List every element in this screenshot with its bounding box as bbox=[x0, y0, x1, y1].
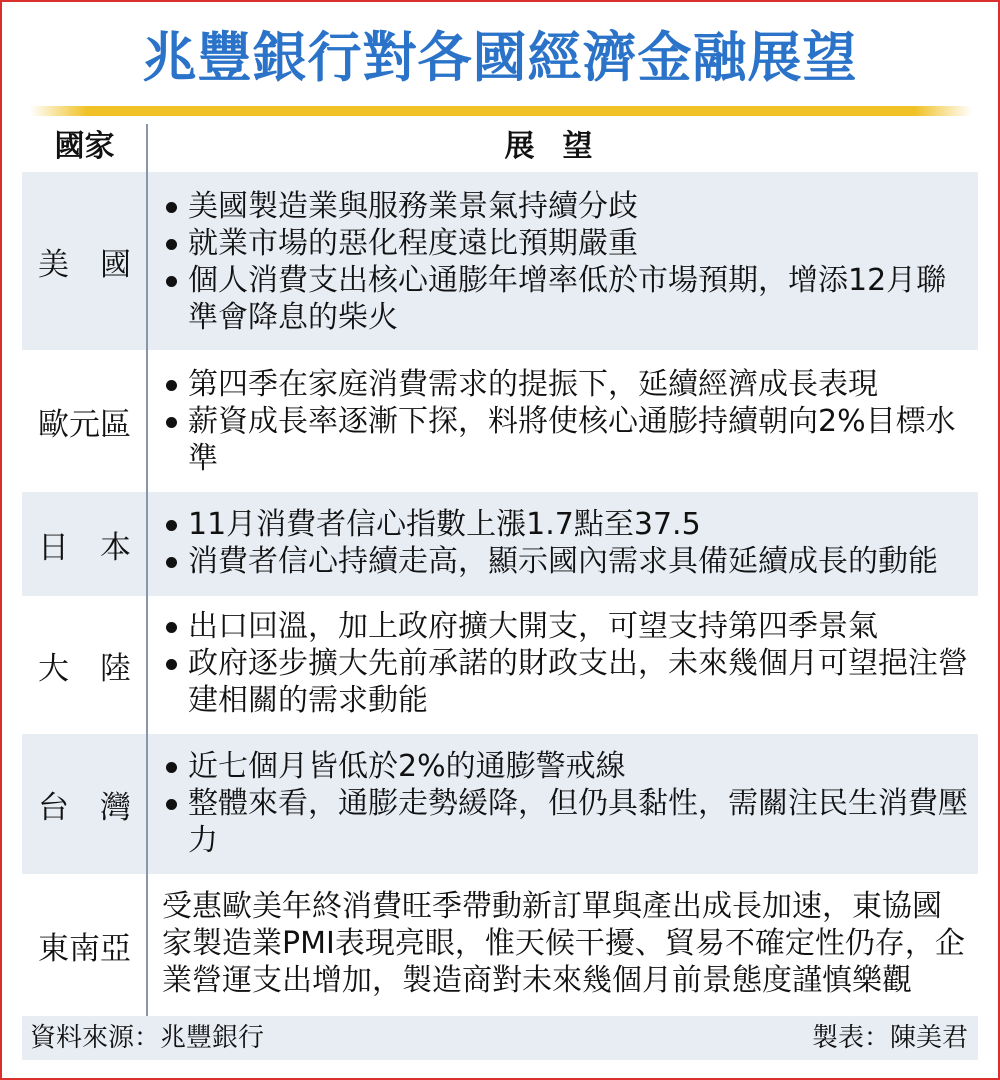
table-row-usa bbox=[22, 172, 978, 350]
bullet-icon bbox=[166, 380, 177, 391]
list-item: 第四季在家庭消費需求的提振下，延續經濟成長表現 bbox=[162, 366, 968, 403]
bullet-icon bbox=[166, 557, 177, 568]
bullet-icon bbox=[166, 202, 177, 213]
country-label: 歐元區 bbox=[38, 406, 131, 443]
bullet-icon bbox=[166, 239, 177, 250]
country-label: 大 陸 bbox=[38, 650, 131, 687]
column-divider bbox=[146, 124, 148, 1016]
country-label: 東南亞 bbox=[38, 930, 131, 967]
list-item: 個人消費支出核心通膨年增率低於市場預期，增添12月聯準會降息的柴火 bbox=[162, 262, 968, 336]
header-outlook: 展望 bbox=[504, 129, 621, 164]
bullet-icon bbox=[166, 799, 177, 810]
header-country: 國家 bbox=[54, 129, 115, 164]
table-row-southeast-asia bbox=[22, 874, 978, 1016]
country-label: 日 本 bbox=[38, 529, 131, 566]
outlook-cell bbox=[162, 748, 968, 859]
outlook-cell bbox=[162, 506, 968, 580]
title-divider bbox=[30, 106, 972, 116]
maker-credit: 製表：陳美君 bbox=[811, 1023, 968, 1053]
table-row-japan bbox=[22, 492, 978, 596]
footer bbox=[22, 1016, 978, 1060]
country-label: 美 國 bbox=[38, 246, 131, 283]
list-item: 就業市場的惡化程度遠比預期嚴重 bbox=[162, 225, 968, 262]
outlook-cell bbox=[162, 888, 968, 999]
table-row-china bbox=[22, 596, 978, 734]
outlook-cell bbox=[162, 366, 968, 477]
list-item: 整體來看，通膨走勢緩降，但仍具黏性，需關注民生消費壓力 bbox=[162, 785, 968, 859]
list-item: 近七個月皆低於2%的通膨警戒線 bbox=[162, 748, 968, 785]
bullet-icon bbox=[166, 417, 177, 428]
outlook-cell bbox=[162, 608, 968, 719]
table-row-eurozone bbox=[22, 350, 978, 492]
table-header bbox=[22, 122, 978, 172]
outlook-paragraph: 受惠歐美年終消費旺季帶動新訂單與產出成長加速，東協國家製造業PMI表現亮眼，惟天候干擾、貿易不確定性仍存，企業營運支出增加，製造商對未來幾個月前景態度謹慎樂觀 bbox=[162, 889, 965, 998]
page-title: 兆豐銀行對各國經濟金融展望 bbox=[142, 26, 858, 89]
list-item: 美國製造業與服務業景氣持續分歧 bbox=[162, 188, 968, 225]
list-item: 薪資成長率逐漸下探，料將使核心通膨持續朝向2%目標水準 bbox=[162, 403, 968, 477]
bullet-icon bbox=[166, 762, 177, 773]
outlook-cell bbox=[162, 188, 968, 336]
source-credit: 資料來源：兆豐銀行 bbox=[30, 1023, 265, 1053]
list-item: 政府逐步擴大先前承諾的財政支出，未來幾個月可望挹注營建相關的需求動能 bbox=[162, 645, 968, 719]
list-item: 11月消費者信心指數上漲1.7點至37.5 bbox=[162, 506, 968, 543]
list-item: 消費者信心持續走高，顯示國內需求具備延續成長的動能 bbox=[162, 543, 968, 580]
table-row-taiwan bbox=[22, 734, 978, 874]
list-item: 出口回溫，加上政府擴大開支，可望支持第四季景氣 bbox=[162, 608, 968, 645]
bullet-icon bbox=[166, 520, 177, 531]
bullet-icon bbox=[166, 276, 177, 287]
bullet-icon bbox=[166, 659, 177, 670]
bullet-icon bbox=[166, 622, 177, 633]
country-label: 台 灣 bbox=[38, 789, 131, 826]
